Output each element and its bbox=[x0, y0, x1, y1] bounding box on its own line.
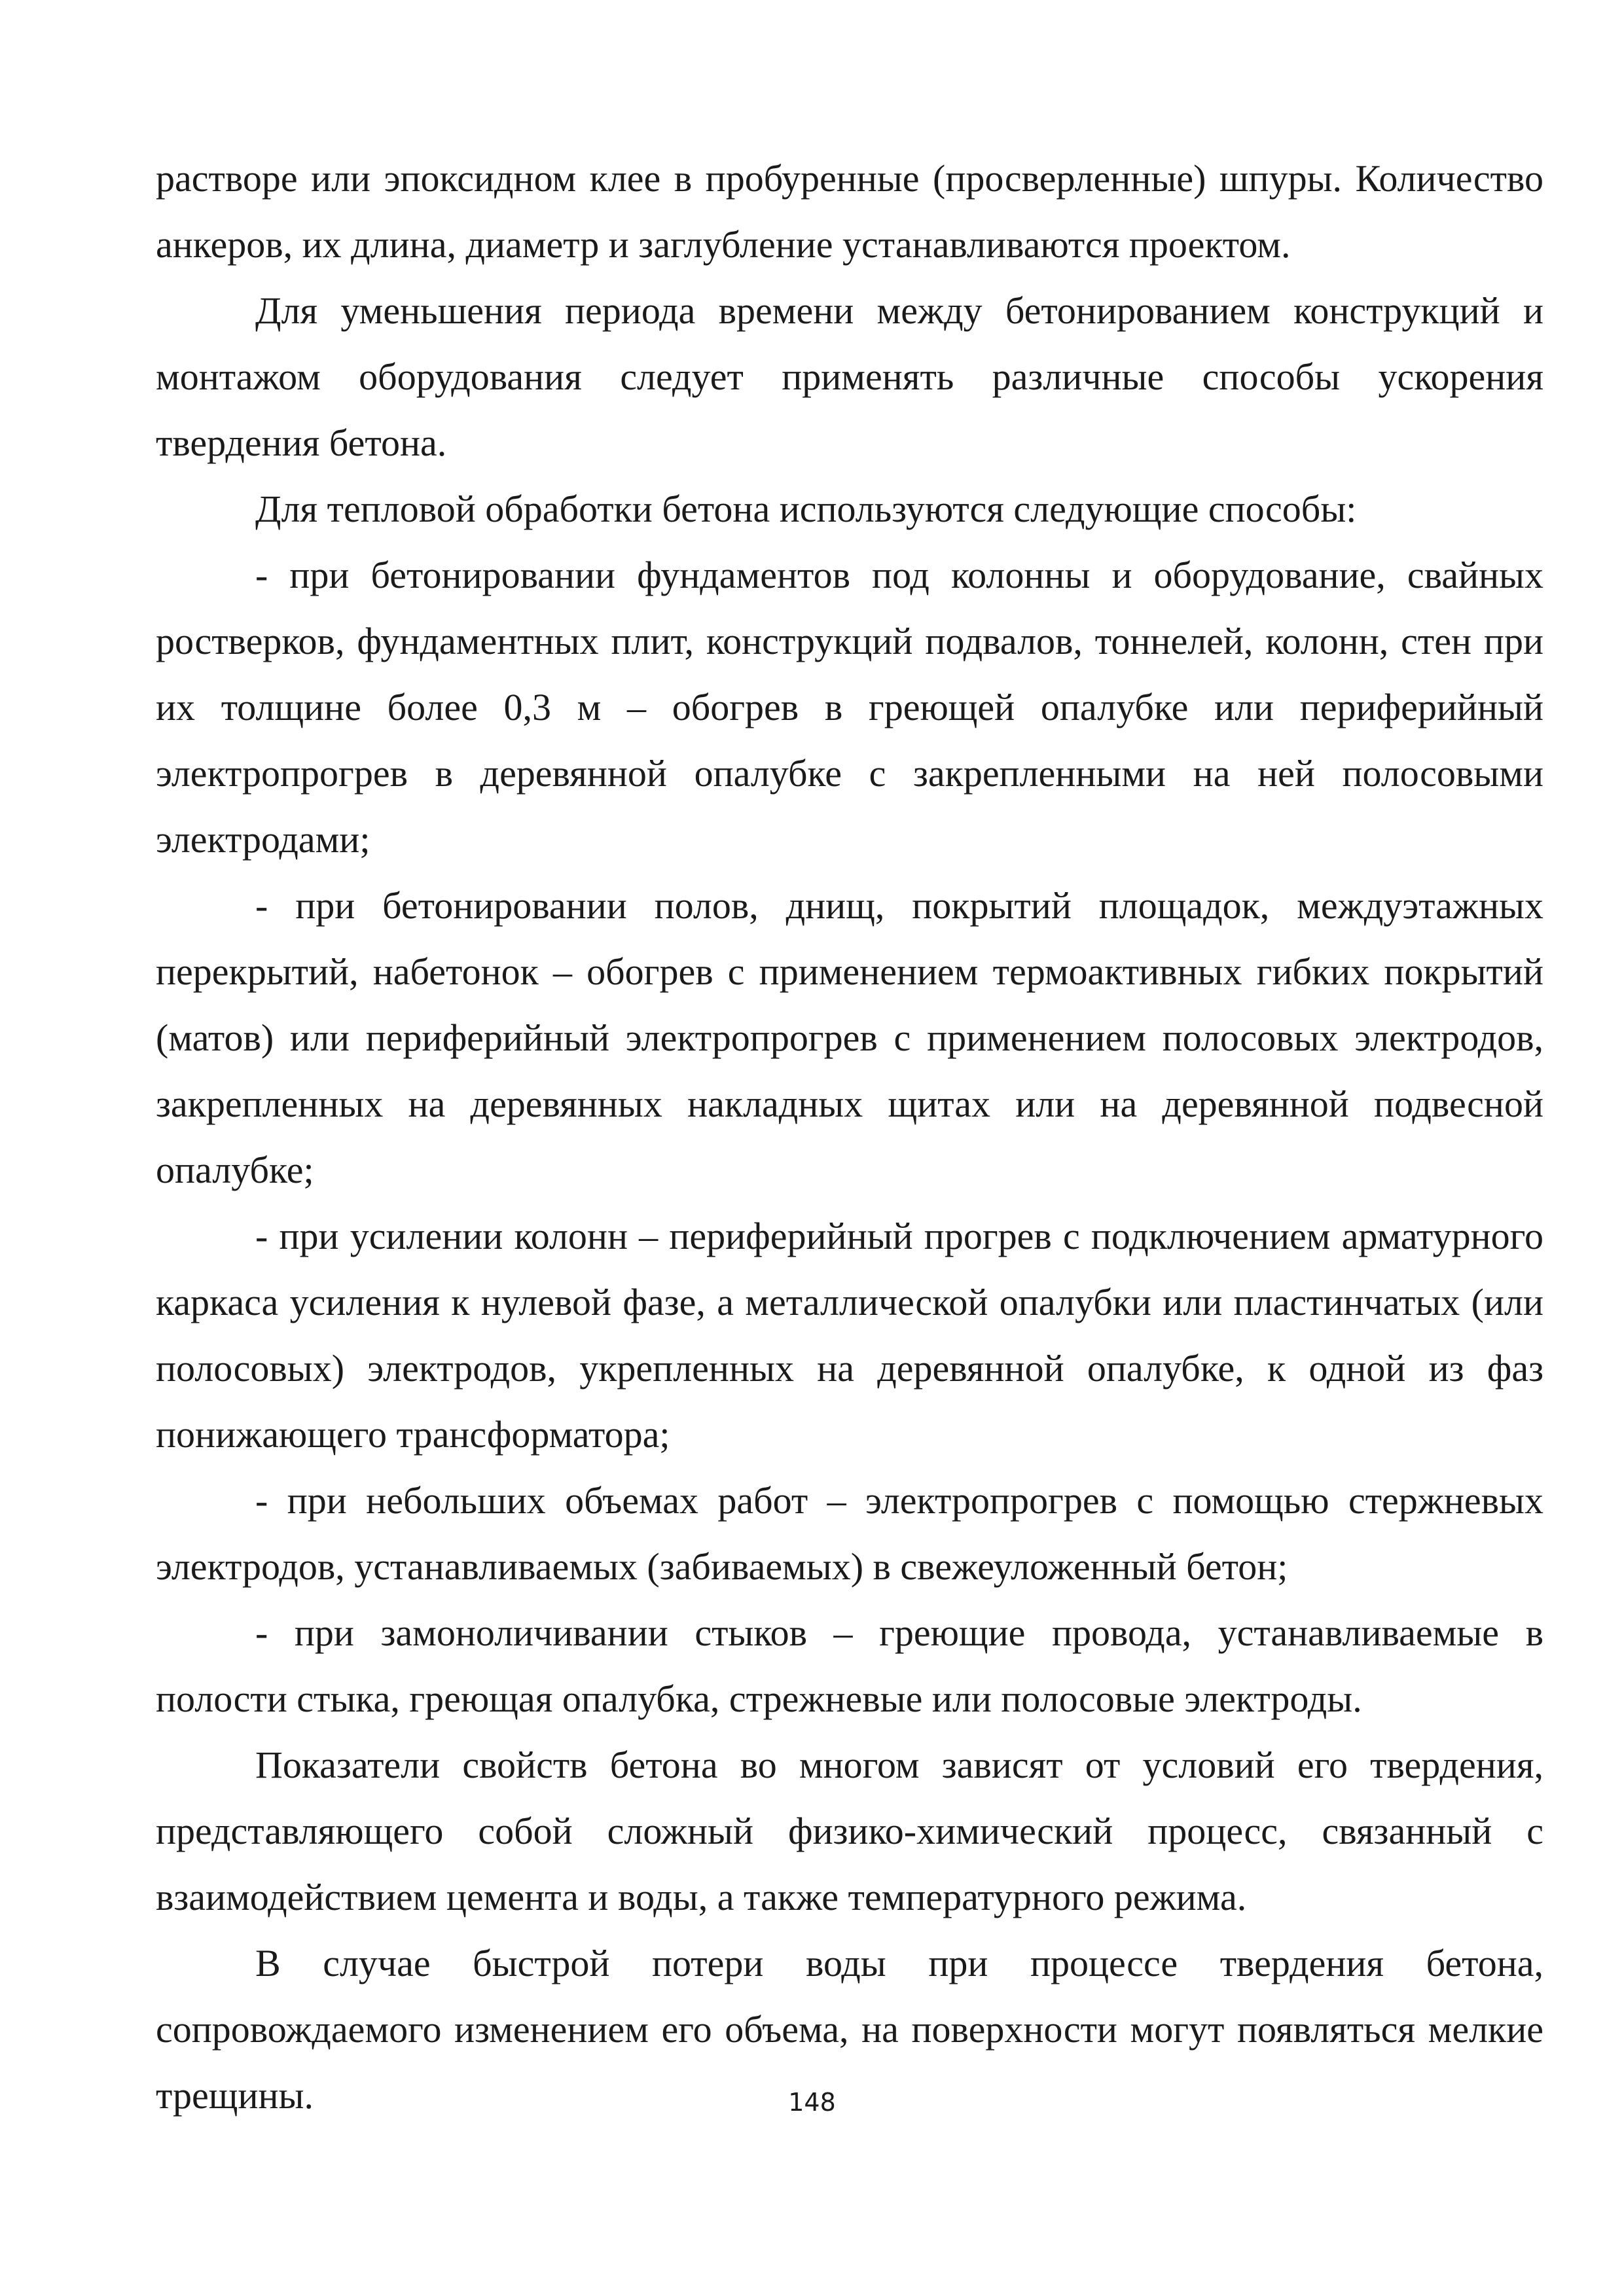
paragraph-properties: Показатели свойств бетона во многом зависят от условий его твердения, представляющего собой сложный физико-химический процесс, связанный с взаимодействием цемента и воды, а также температурного режима. bbox=[156, 1744, 1543, 1918]
paragraph-water-loss: В случае быстрой потери воды при процессе твердения бетона, сопровождаемого изменением его объема, на поверхности могут появляться мелкие трещины. bbox=[156, 1942, 1543, 2117]
list-item-joints: - при замоноличивании стыков – греющие провода, устанавливаемые в полости стыка, греющая опалубка, стрежневые или полосовые электроды. bbox=[156, 1611, 1543, 1720]
list-item-small-volumes: - при небольших объемах работ – электропрогрев с помощью стержневых электродов, устанавливаемых (забиваемых) в свежеуложенный бетон; bbox=[156, 1479, 1543, 1588]
list-item-columns: - при усилении колонн – периферийный прогрев с подключением арматурного каркаса усиления к нулевой фазе, а металлической опалубки или пластинчатых (или полосовых) электродов, укрепленных на деревянной опалубке, к одной из фаз понижающего трансформатора; bbox=[156, 1215, 1543, 1456]
list-item-foundations: - при бетонировании фундаментов под колонны и оборудование, свайных ростверков, фундаментных плит, конструкций подвалов, тоннелей, колонн, стен при их толщине более 0,3 м – обогрев в греющей опалубке или периферийный электропрогрев в деревянной опалубке с закрепленными на ней полосовыми электродами; bbox=[156, 554, 1543, 861]
paragraph-2: Для уменьшения периода времени между бетонированием конструкций и монтажом оборудования следует применять различные способы ускорения твердения бетона. bbox=[156, 289, 1543, 464]
body-text bbox=[156, 145, 1543, 2128]
list-item-floors: - при бетонировании полов, днищ, покрытий площадок, междуэтажных перекрытий, набетонок – обогрев с применением термоактивных гибких покрытий (матов) или периферийный электропрогрев с применением полосовых электродов, закрепленных на деревянных накладных щитах или на деревянной подвесной опалубке; bbox=[156, 884, 1543, 1191]
paragraph-1: растворе или эпоксидном клее в пробуренные (просверленные) шпуры. Количество анкеров, их длина, диаметр и заглубление устанавливаются проектом. bbox=[156, 157, 1543, 266]
paragraph-3: Для тепловой обработки бетона используются следующие способы: bbox=[255, 488, 1357, 530]
page-number: 148 bbox=[788, 2088, 836, 2117]
